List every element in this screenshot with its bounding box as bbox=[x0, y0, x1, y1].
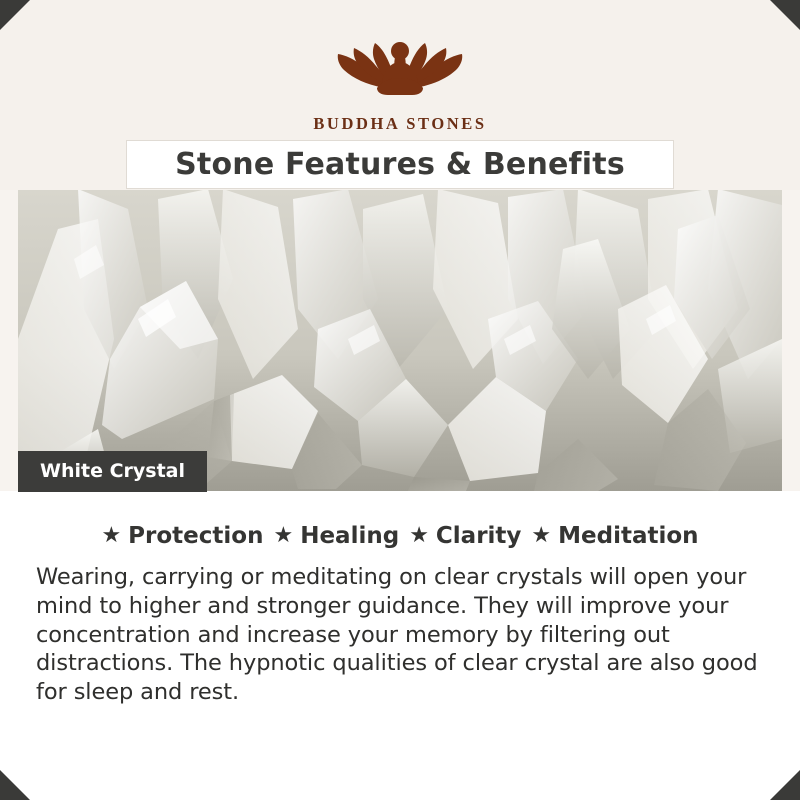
brand-name: BUDDHA STONES bbox=[313, 114, 487, 133]
star-icon: ★ bbox=[409, 523, 429, 548]
content-panel bbox=[0, 491, 800, 800]
benefit-item bbox=[531, 523, 698, 549]
benefit-item bbox=[101, 523, 263, 549]
benefit-item bbox=[409, 523, 521, 549]
corner-decor-top-right bbox=[770, 0, 800, 30]
corner-decor-bottom-right bbox=[770, 770, 800, 800]
benefit-label: Healing bbox=[300, 523, 400, 549]
hero-image bbox=[18, 189, 782, 491]
lotus-meditation-figure-icon bbox=[307, 26, 493, 110]
crystal-cluster-illustration bbox=[18, 189, 782, 491]
benefit-label: Protection bbox=[128, 523, 264, 549]
brand-logo bbox=[0, 26, 800, 134]
benefits-list bbox=[34, 523, 766, 549]
corner-decor-top-left bbox=[0, 0, 30, 30]
benefit-item bbox=[273, 523, 399, 549]
benefit-label: Clarity bbox=[435, 523, 522, 549]
star-icon: ★ bbox=[101, 523, 122, 548]
benefit-label: Meditation bbox=[558, 523, 699, 549]
corner-decor-bottom-left bbox=[0, 770, 30, 800]
star-icon: ★ bbox=[273, 523, 294, 548]
title-banner bbox=[126, 140, 674, 189]
star-icon: ★ bbox=[531, 523, 552, 548]
page-title: Stone Features & Benefits bbox=[175, 147, 625, 182]
stone-name-badge: White Crystal bbox=[18, 451, 207, 492]
description-text: Wearing, carrying or meditating on clear crystals will open your mind to higher and stronger guidance. They will improve your concentration and increase your memory by filtering out distractions. The hypnotic qualities of clear crystal are also good for sleep and rest. bbox=[36, 564, 758, 706]
